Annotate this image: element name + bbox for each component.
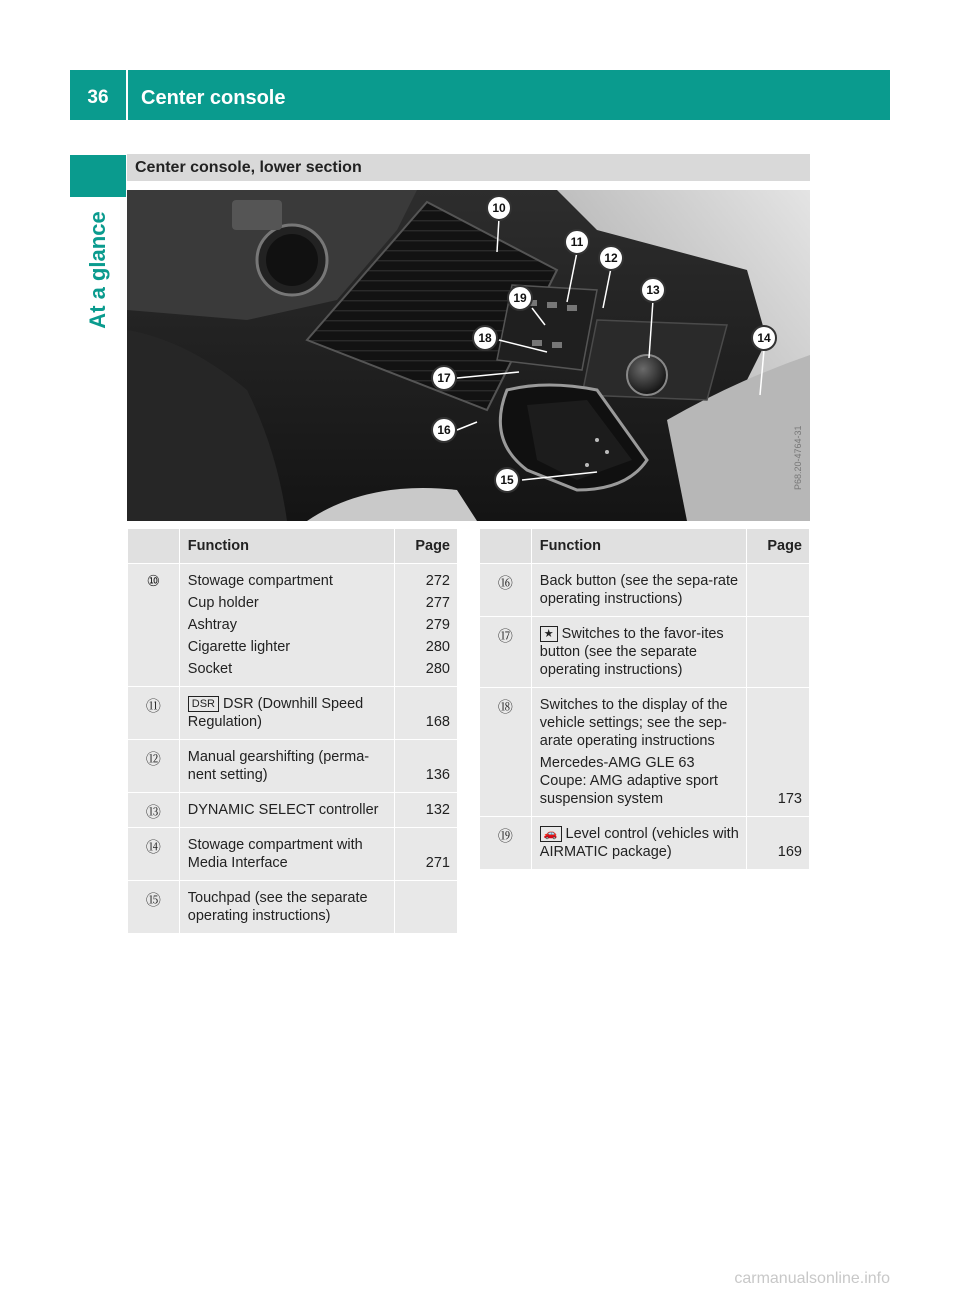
page-ref: 280 bbox=[425, 661, 450, 677]
function-text: Manual gearshifting (perma-nent setting) bbox=[179, 740, 394, 793]
callout-number: ⑪ bbox=[128, 687, 180, 740]
page-ref: 280 bbox=[425, 639, 450, 655]
page-header bbox=[70, 70, 890, 120]
function-text: Touchpad (see the separate operating instructions) bbox=[179, 881, 394, 934]
svg-text:13: 13 bbox=[646, 283, 660, 297]
callout-number: ⑭ bbox=[128, 828, 180, 881]
function-text: Cigarette lighter bbox=[187, 639, 291, 655]
page-ref: 132 bbox=[395, 793, 458, 828]
callout-number: ⑮ bbox=[128, 881, 180, 934]
table-row bbox=[480, 564, 810, 617]
svg-text:18: 18 bbox=[478, 331, 492, 345]
svg-text:14: 14 bbox=[757, 331, 771, 345]
page-ref: 272 bbox=[425, 573, 450, 589]
side-tab-label: At a glance bbox=[85, 211, 110, 329]
svg-text:12: 12 bbox=[604, 251, 618, 265]
page-ref: 136 bbox=[395, 740, 458, 793]
table-header-row bbox=[480, 529, 810, 564]
function-table-left bbox=[127, 528, 458, 934]
svg-text:15: 15 bbox=[500, 473, 514, 487]
photo-reference-code: P68.20-4764-31 bbox=[793, 425, 803, 490]
callout-number: ⑬ bbox=[128, 793, 180, 828]
function-text: Stowage compartment with Media Interface bbox=[179, 828, 394, 881]
table-row bbox=[480, 817, 810, 870]
header-page: Page bbox=[395, 529, 458, 564]
header-page: Page bbox=[747, 529, 810, 564]
function-text: DYNAMIC SELECT controller bbox=[179, 793, 394, 828]
page-ref: 279 bbox=[425, 617, 450, 633]
function-text: Cup holder bbox=[187, 595, 259, 611]
header-num bbox=[128, 529, 180, 564]
side-tab-marker bbox=[70, 155, 126, 197]
function-text: Stowage compartment bbox=[187, 573, 333, 589]
function-text: DSR (Downhill Speed Regulation) bbox=[187, 696, 364, 730]
svg-text:16: 16 bbox=[437, 423, 451, 437]
svg-text:10: 10 bbox=[492, 201, 506, 215]
function-text: Switches to the favor-ites button (see the separate operating instructions) bbox=[539, 626, 724, 678]
function-text: Socket bbox=[187, 661, 233, 677]
table-row bbox=[128, 740, 458, 793]
callout-number: ⑰ bbox=[480, 617, 532, 688]
function-text: Ashtray bbox=[187, 617, 237, 633]
table-row bbox=[480, 617, 810, 688]
page-number: 36 bbox=[87, 87, 109, 108]
svg-text:19: 19 bbox=[513, 291, 527, 305]
section-heading: Center console, lower section bbox=[127, 154, 810, 181]
function-text: Mercedes-AMG GLE 63 Coupe: AMG adaptive sport suspension system bbox=[539, 755, 718, 807]
header-function: Function bbox=[531, 529, 746, 564]
function-text: Back button (see the sepa-rate operating instructions) bbox=[531, 564, 746, 617]
function-text: Level control (vehicles with AIRMATIC package) bbox=[539, 826, 739, 860]
function-text: Switches to the display of the vehicle settings; see the sep-arate operating instructions bbox=[539, 697, 728, 749]
callout-number: ⑯ bbox=[480, 564, 532, 617]
center-console-photo bbox=[127, 190, 810, 521]
page-ref bbox=[747, 617, 810, 688]
page-ref bbox=[395, 881, 458, 934]
page-ref: 271 bbox=[395, 828, 458, 881]
svg-text:17: 17 bbox=[437, 371, 451, 385]
page-ref: 169 bbox=[747, 817, 810, 870]
callout-number: ⑱ bbox=[480, 688, 532, 817]
car-level-icon: 🚗 bbox=[540, 826, 562, 842]
table-header-row bbox=[128, 529, 458, 564]
table-row bbox=[128, 687, 458, 740]
favorites-star-icon: ★ bbox=[540, 626, 558, 642]
svg-text:11: 11 bbox=[570, 235, 584, 249]
callout-number: ⑫ bbox=[128, 740, 180, 793]
page-ref: 277 bbox=[425, 595, 450, 611]
function-table-right bbox=[479, 528, 810, 870]
dsr-icon: DSR bbox=[188, 696, 219, 712]
header-function: Function bbox=[179, 529, 394, 564]
callout-number: ⑩ bbox=[128, 564, 180, 687]
header-num bbox=[480, 529, 532, 564]
table-row bbox=[128, 828, 458, 881]
page-title: Center console bbox=[141, 87, 286, 109]
table-row bbox=[480, 688, 810, 817]
callout-number: ⑲ bbox=[480, 817, 532, 870]
table-row bbox=[128, 564, 458, 687]
header-divider bbox=[126, 70, 128, 120]
table-row bbox=[128, 881, 458, 934]
watermark: carmanualsonline.info bbox=[734, 1270, 890, 1287]
page-ref bbox=[747, 564, 810, 617]
table-row bbox=[128, 793, 458, 828]
page-ref: 173 bbox=[747, 688, 810, 817]
page-ref: 168 bbox=[395, 687, 458, 740]
